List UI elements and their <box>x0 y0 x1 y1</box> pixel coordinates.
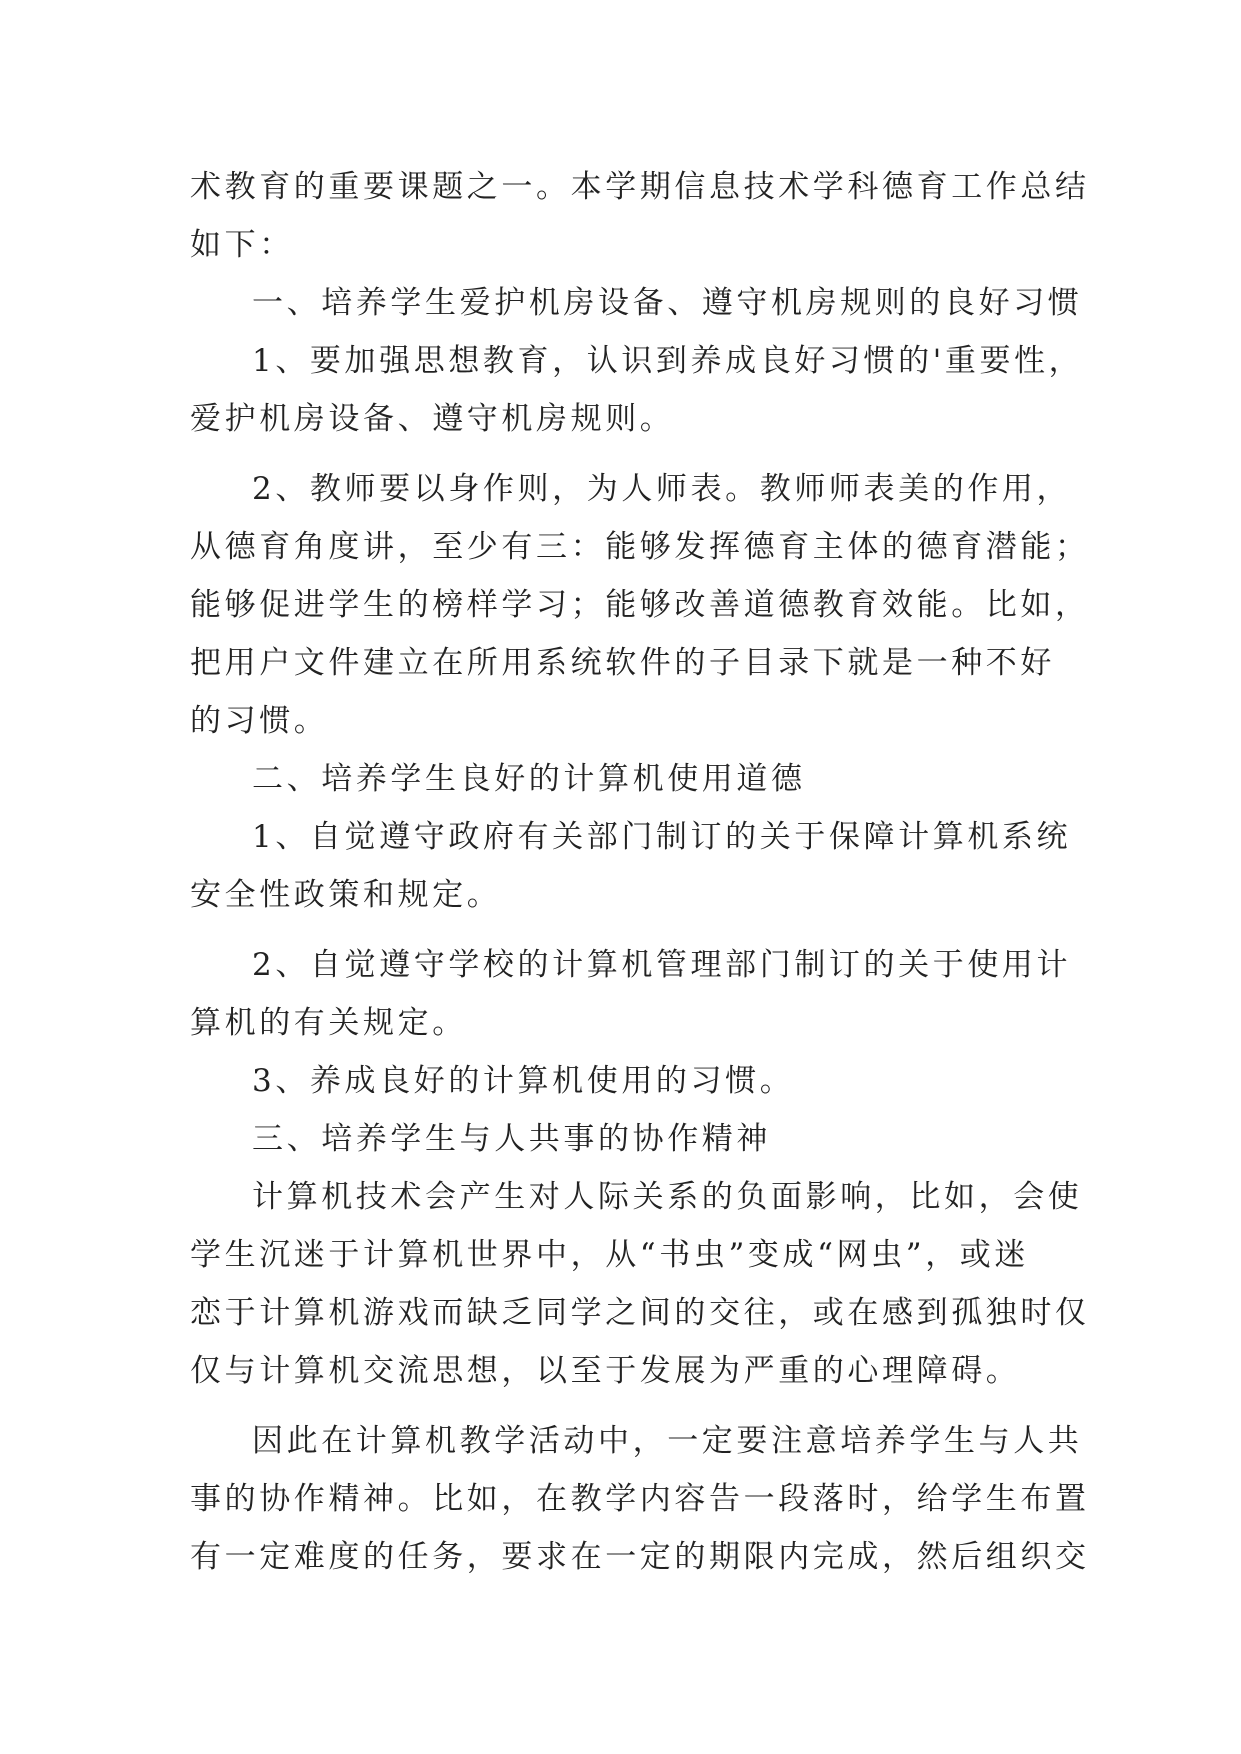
paragraph-line: 把用户文件建立在所用系统软件的子目录下就是一种不好 <box>190 645 1055 681</box>
paragraph-line: 1、要加强思想教育，认识到养成良好习惯的'重要性， <box>252 343 1084 379</box>
paragraph-line: 的习惯。 <box>190 703 329 739</box>
section-heading: 二、培养学生良好的计算机使用道德 <box>252 761 806 797</box>
paragraph-line: 如下： <box>190 227 294 263</box>
paragraph-line: 1、自觉遵守政府有关部门制订的关于保障计算机系统 <box>252 819 1072 855</box>
paragraph-line: 算机的有关规定。 <box>190 1005 467 1041</box>
paragraph-line: 爱护机房设备、遵守机房规则。 <box>190 401 675 437</box>
paragraph-line: 安全性政策和规定。 <box>190 877 502 913</box>
document-body <box>190 158 1090 1586</box>
paragraph-line: 恋于计算机游戏而缺乏同学之间的交往，或在感到孤独时仅 <box>190 1295 1090 1331</box>
paragraph-line: 计算机技术会产生对人际关系的负面影响，比如，会使 <box>252 1179 1083 1215</box>
paragraph-line: 能够促进学生的榜样学习；能够改善道德教育效能。比如， <box>190 587 1090 623</box>
paragraph-line: 从德育角度讲，至少有三：能够发挥德育主体的德育潜能； <box>190 529 1090 565</box>
paragraph-line: 学生沉迷于计算机世界中，从“书虫”变成“网虫”，或迷 <box>190 1237 1029 1273</box>
paragraph-line: 术教育的重要课题之一。本学期信息技术学科德育工作总结 <box>190 169 1090 205</box>
paragraph-line: 有一定难度的任务，要求在一定的期限内完成，然后组织交 <box>190 1539 1090 1575</box>
section-heading: 三、培养学生与人共事的协作精神 <box>252 1121 771 1157</box>
paragraph-line: 因此在计算机教学活动中，一定要注意培养学生与人共 <box>252 1423 1083 1459</box>
paragraph-line: 3、养成良好的计算机使用的习惯。 <box>252 1063 795 1099</box>
paragraph-line: 仅与计算机交流思想，以至于发展为严重的心理障碍。 <box>190 1353 1021 1389</box>
section-heading: 一、培养学生爱护机房设备、遵守机房规则的良好习惯 <box>252 285 1083 321</box>
paragraph-line: 2、自觉遵守学校的计算机管理部门制订的关于使用计 <box>252 947 1072 983</box>
paragraph-line: 事的协作精神。比如，在教学内容告一段落时，给学生布置 <box>190 1481 1090 1517</box>
paragraph-line: 2、教师要以身作则，为人师表。教师师表美的作用， <box>252 471 1072 507</box>
